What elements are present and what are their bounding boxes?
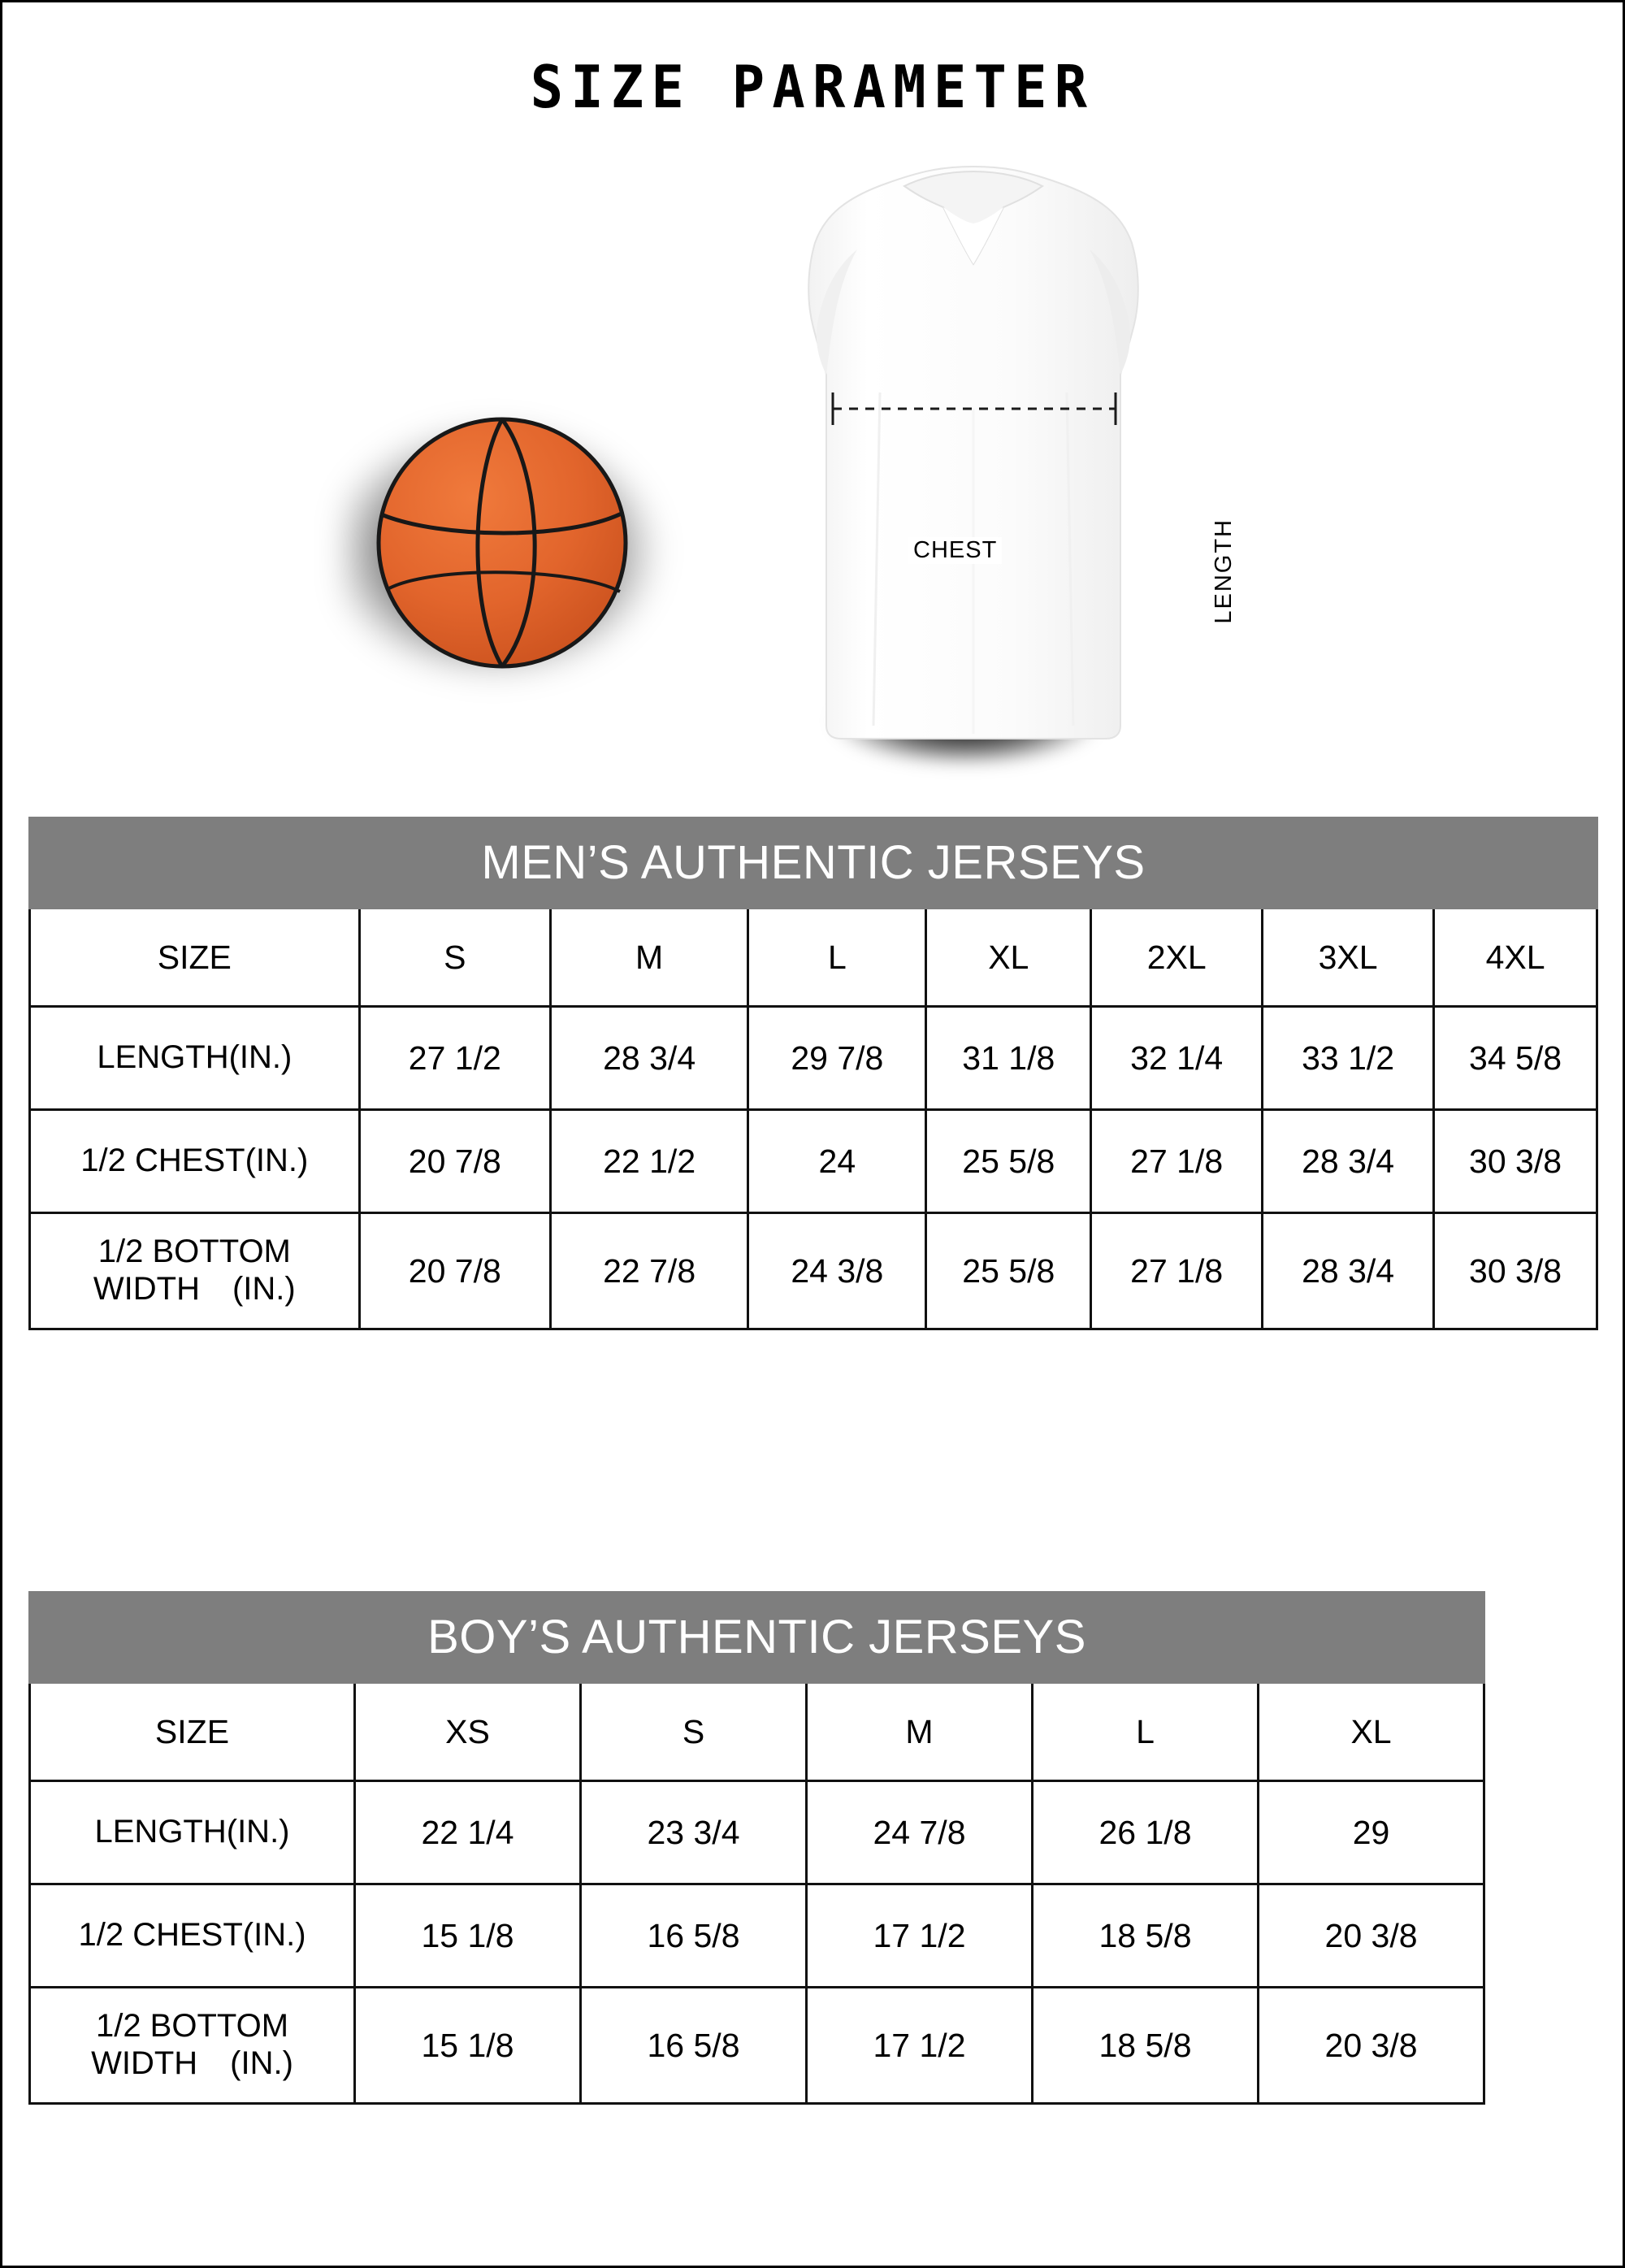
page-title: SIZE PARAMETER	[530, 53, 1095, 121]
mens-col-2xl: 2XL	[1091, 909, 1263, 1007]
mens-chest-2xl: 27 1/8	[1091, 1110, 1263, 1213]
mens-col-xl: XL	[926, 909, 1091, 1007]
illustration-area	[2, 149, 1625, 791]
boys-row-label-chest: 1/2 CHEST(IN.)	[30, 1884, 355, 1988]
mens-table-heading: MEN’S AUTHENTIC JERSEYS	[30, 818, 1597, 909]
mens-col-m: M	[550, 909, 748, 1007]
mens-bottom-xl: 25 5/8	[926, 1213, 1091, 1329]
boys-chest-l: 18 5/8	[1033, 1884, 1259, 1988]
mens-length-4xl: 34 5/8	[1434, 1007, 1597, 1110]
boys-length-s: 23 3/4	[581, 1781, 807, 1884]
boys-row-label-bottom-width-line2: WIDTH (IN.)	[91, 2045, 293, 2081]
mens-length-2xl: 32 1/4	[1091, 1007, 1263, 1110]
boys-col-m: M	[807, 1683, 1033, 1781]
mens-size-table	[28, 817, 1598, 1330]
table-row	[30, 1884, 1484, 1988]
mens-col-s: S	[359, 909, 550, 1007]
mens-table-heading-row	[30, 818, 1597, 909]
boys-chest-xs: 15 1/8	[355, 1884, 581, 1988]
mens-header-row	[30, 909, 1597, 1007]
mens-length-m: 28 3/4	[550, 1007, 748, 1110]
table-row	[30, 1781, 1484, 1884]
mens-row-label-bottom-width	[30, 1213, 360, 1329]
mens-length-l: 29 7/8	[748, 1007, 926, 1110]
boys-size-table	[28, 1591, 1485, 2105]
boys-row-label-bottom-width	[30, 1988, 355, 2104]
boys-col-s: S	[581, 1683, 807, 1781]
boys-table-heading: BOY’S AUTHENTIC JERSEYS	[30, 1593, 1484, 1683]
mens-bottom-2xl: 27 1/8	[1091, 1213, 1263, 1329]
boys-bottom-xs: 15 1/8	[355, 1988, 581, 2104]
boys-col-size: SIZE	[30, 1683, 355, 1781]
length-measure-label: LENGTH	[1211, 518, 1237, 624]
boys-col-l: L	[1033, 1683, 1259, 1781]
mens-col-l: L	[748, 909, 926, 1007]
mens-bottom-l: 24 3/8	[748, 1213, 926, 1329]
mens-chest-s: 20 7/8	[359, 1110, 550, 1213]
mens-bottom-s: 20 7/8	[359, 1213, 550, 1329]
jersey-icon	[782, 165, 1164, 750]
mens-chest-4xl: 30 3/8	[1434, 1110, 1597, 1213]
mens-row-label-bottom-width-line2: WIDTH (IN.)	[93, 1271, 296, 1307]
mens-bottom-m: 22 7/8	[550, 1213, 748, 1329]
mens-row-label-bottom-width-line1: 1/2 BOTTOM	[98, 1234, 291, 1270]
boys-length-l: 26 1/8	[1033, 1781, 1259, 1884]
mens-length-3xl: 33 1/2	[1263, 1007, 1434, 1110]
basketball-icon	[344, 392, 669, 685]
boys-chest-s: 16 5/8	[581, 1884, 807, 1988]
mens-chest-m: 22 1/2	[550, 1110, 748, 1213]
mens-bottom-4xl: 30 3/8	[1434, 1213, 1597, 1329]
boys-bottom-s: 16 5/8	[581, 1988, 807, 2104]
mens-col-4xl: 4XL	[1434, 909, 1597, 1007]
mens-row-label-length: LENGTH(IN.)	[30, 1007, 360, 1110]
table-row	[30, 1110, 1597, 1213]
mens-length-xl: 31 1/8	[926, 1007, 1091, 1110]
boys-length-xs: 22 1/4	[355, 1781, 581, 1884]
mens-col-3xl: 3XL	[1263, 909, 1434, 1007]
table-row	[30, 1988, 1484, 2104]
boys-row-label-length: LENGTH(IN.)	[30, 1781, 355, 1884]
boys-bottom-m: 17 1/2	[807, 1988, 1033, 2104]
table-row	[30, 1007, 1597, 1110]
mens-length-s: 27 1/2	[359, 1007, 550, 1110]
boys-col-xs: XS	[355, 1683, 581, 1781]
boys-row-label-bottom-width-line1: 1/2 BOTTOM	[95, 2008, 289, 2045]
mens-chest-3xl: 28 3/4	[1263, 1110, 1434, 1213]
chest-measure-label: CHEST	[908, 537, 1002, 564]
boys-table-heading-row	[30, 1593, 1484, 1683]
boys-header-row	[30, 1683, 1484, 1781]
boys-chest-m: 17 1/2	[807, 1884, 1033, 1988]
boys-chest-xl: 20 3/8	[1259, 1884, 1484, 1988]
mens-row-label-chest: 1/2 CHEST(IN.)	[30, 1110, 360, 1213]
boys-bottom-l: 18 5/8	[1033, 1988, 1259, 2104]
mens-chest-xl: 25 5/8	[926, 1110, 1091, 1213]
mens-col-size: SIZE	[30, 909, 360, 1007]
mens-bottom-3xl: 28 3/4	[1263, 1213, 1434, 1329]
boys-length-m: 24 7/8	[807, 1781, 1033, 1884]
table-row	[30, 1213, 1597, 1329]
boys-length-xl: 29	[1259, 1781, 1484, 1884]
boys-bottom-xl: 20 3/8	[1259, 1988, 1484, 2104]
boys-col-xl: XL	[1259, 1683, 1484, 1781]
mens-chest-l: 24	[748, 1110, 926, 1213]
